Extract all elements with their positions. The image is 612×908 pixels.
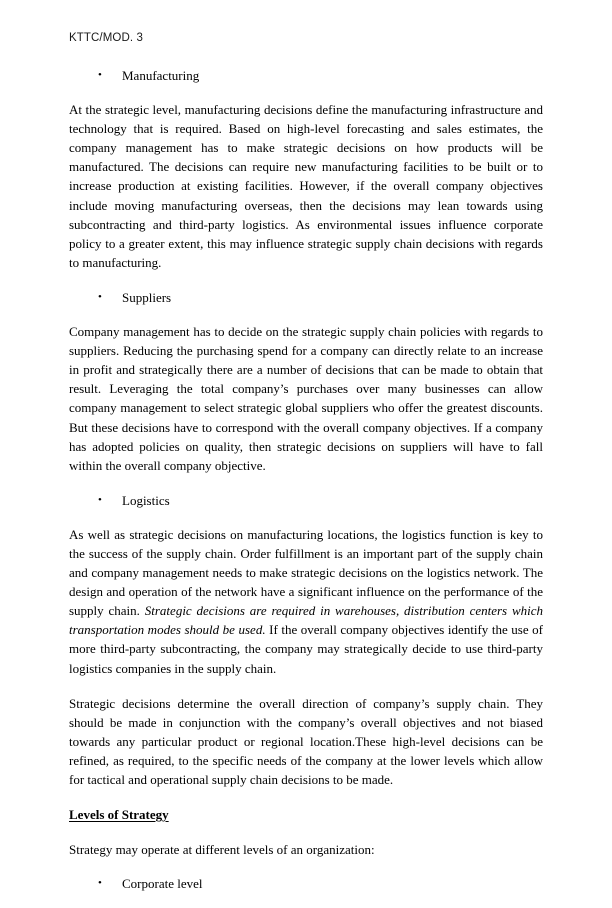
- paragraph-levels-intro: Strategy may operate at different levels of an organization:: [69, 842, 375, 858]
- list-item: [69, 491, 543, 510]
- bullet-list-suppliers: [69, 288, 543, 307]
- paragraph-manufacturing: At the strategic level, manufacturing decisions define the manufacturing infrastructure and technology that is required. Based on high-level forecasting and sales estimates, the company management has to make strategic decisions on how products will be manufactured. The decisions can require new manufacturing facilities to be built or to increase production at existing facilities. However, if the overall company objectives include moving manufacturing overseas, then the decisions may lean towards using subcontracting and third-party logistics. As environmental issues influence corporate policy to a greater extent, this may influence strategic supply chain decisions with regards to manufacturing.: [69, 102, 543, 270]
- paragraph-logistics: [69, 525, 543, 678]
- paragraph-closing: Strategic decisions determine the overall direction of company’s supply chain. They should be made in conjunction with the company’s overall objectives and not biased towards any particular product or regional location.These high-level decisions can be refined, as required, to the specific needs of the company at the lower levels which allow for tactical and operational supply chain decisions to be made.: [69, 695, 543, 787]
- bullet-list-manufacturing: [69, 66, 543, 85]
- paragraph-suppliers: Company management has to decide on the strategic supply chain policies with regards to suppliers. Reducing the purchasing spend for a company can directly relate to an increase in profit and strategically there are a number of decisions that can be made to obtain that result. Leveraging the total company’s purchases over many businesses can allow company management to select strategic global suppliers who offer the greatest discounts. But these decisions have to correspond with the overall company objectives. If a company has adopted policies on quality, then strategic decisions on suppliers will have to fall within the overall company objective.: [69, 324, 543, 473]
- list-item: [69, 874, 543, 893]
- paragraph-logistics-part-1: As well as strategic decisions on manufacturing locations, the logistics function is key to the success of the supply chain. Order fulfillment is an important part of the supply chain and company management needs to make strategic decisions on the logistics network. The design and operation of the network have a significant influence on the performance of the supply chain.: [69, 526, 543, 619]
- list-item: [69, 66, 543, 85]
- list-item-label: Corporate level: [122, 876, 203, 892]
- bullet-icon: •: [98, 877, 102, 890]
- list-item: [69, 288, 543, 307]
- paragraph-logistics-part-2: If the overall company objectives identify the use of more third-party subcontracting, the company may strategically decide to use third-party logistics companies in the supply chain.: [69, 622, 543, 676]
- bullet-list-levels: [69, 874, 543, 893]
- list-item-label: Suppliers: [122, 289, 172, 305]
- list-item-label: Manufacturing: [122, 68, 200, 83]
- bullet-icon: •: [98, 493, 102, 506]
- running-header: KTTC/MOD. 3: [69, 32, 143, 44]
- list-item-label: Logistics: [122, 492, 170, 508]
- heading-levels-of-strategy: Levels of Strategy: [69, 807, 169, 823]
- bullet-list-logistics: [69, 491, 543, 510]
- bullet-icon: •: [98, 69, 102, 81]
- paragraph-logistics-emphasis: Strategic decisions are required in warehouses, distribution centers which transportation modes should be used.: [69, 603, 543, 638]
- bullet-icon: •: [98, 290, 102, 303]
- document-body: [69, 66, 543, 908]
